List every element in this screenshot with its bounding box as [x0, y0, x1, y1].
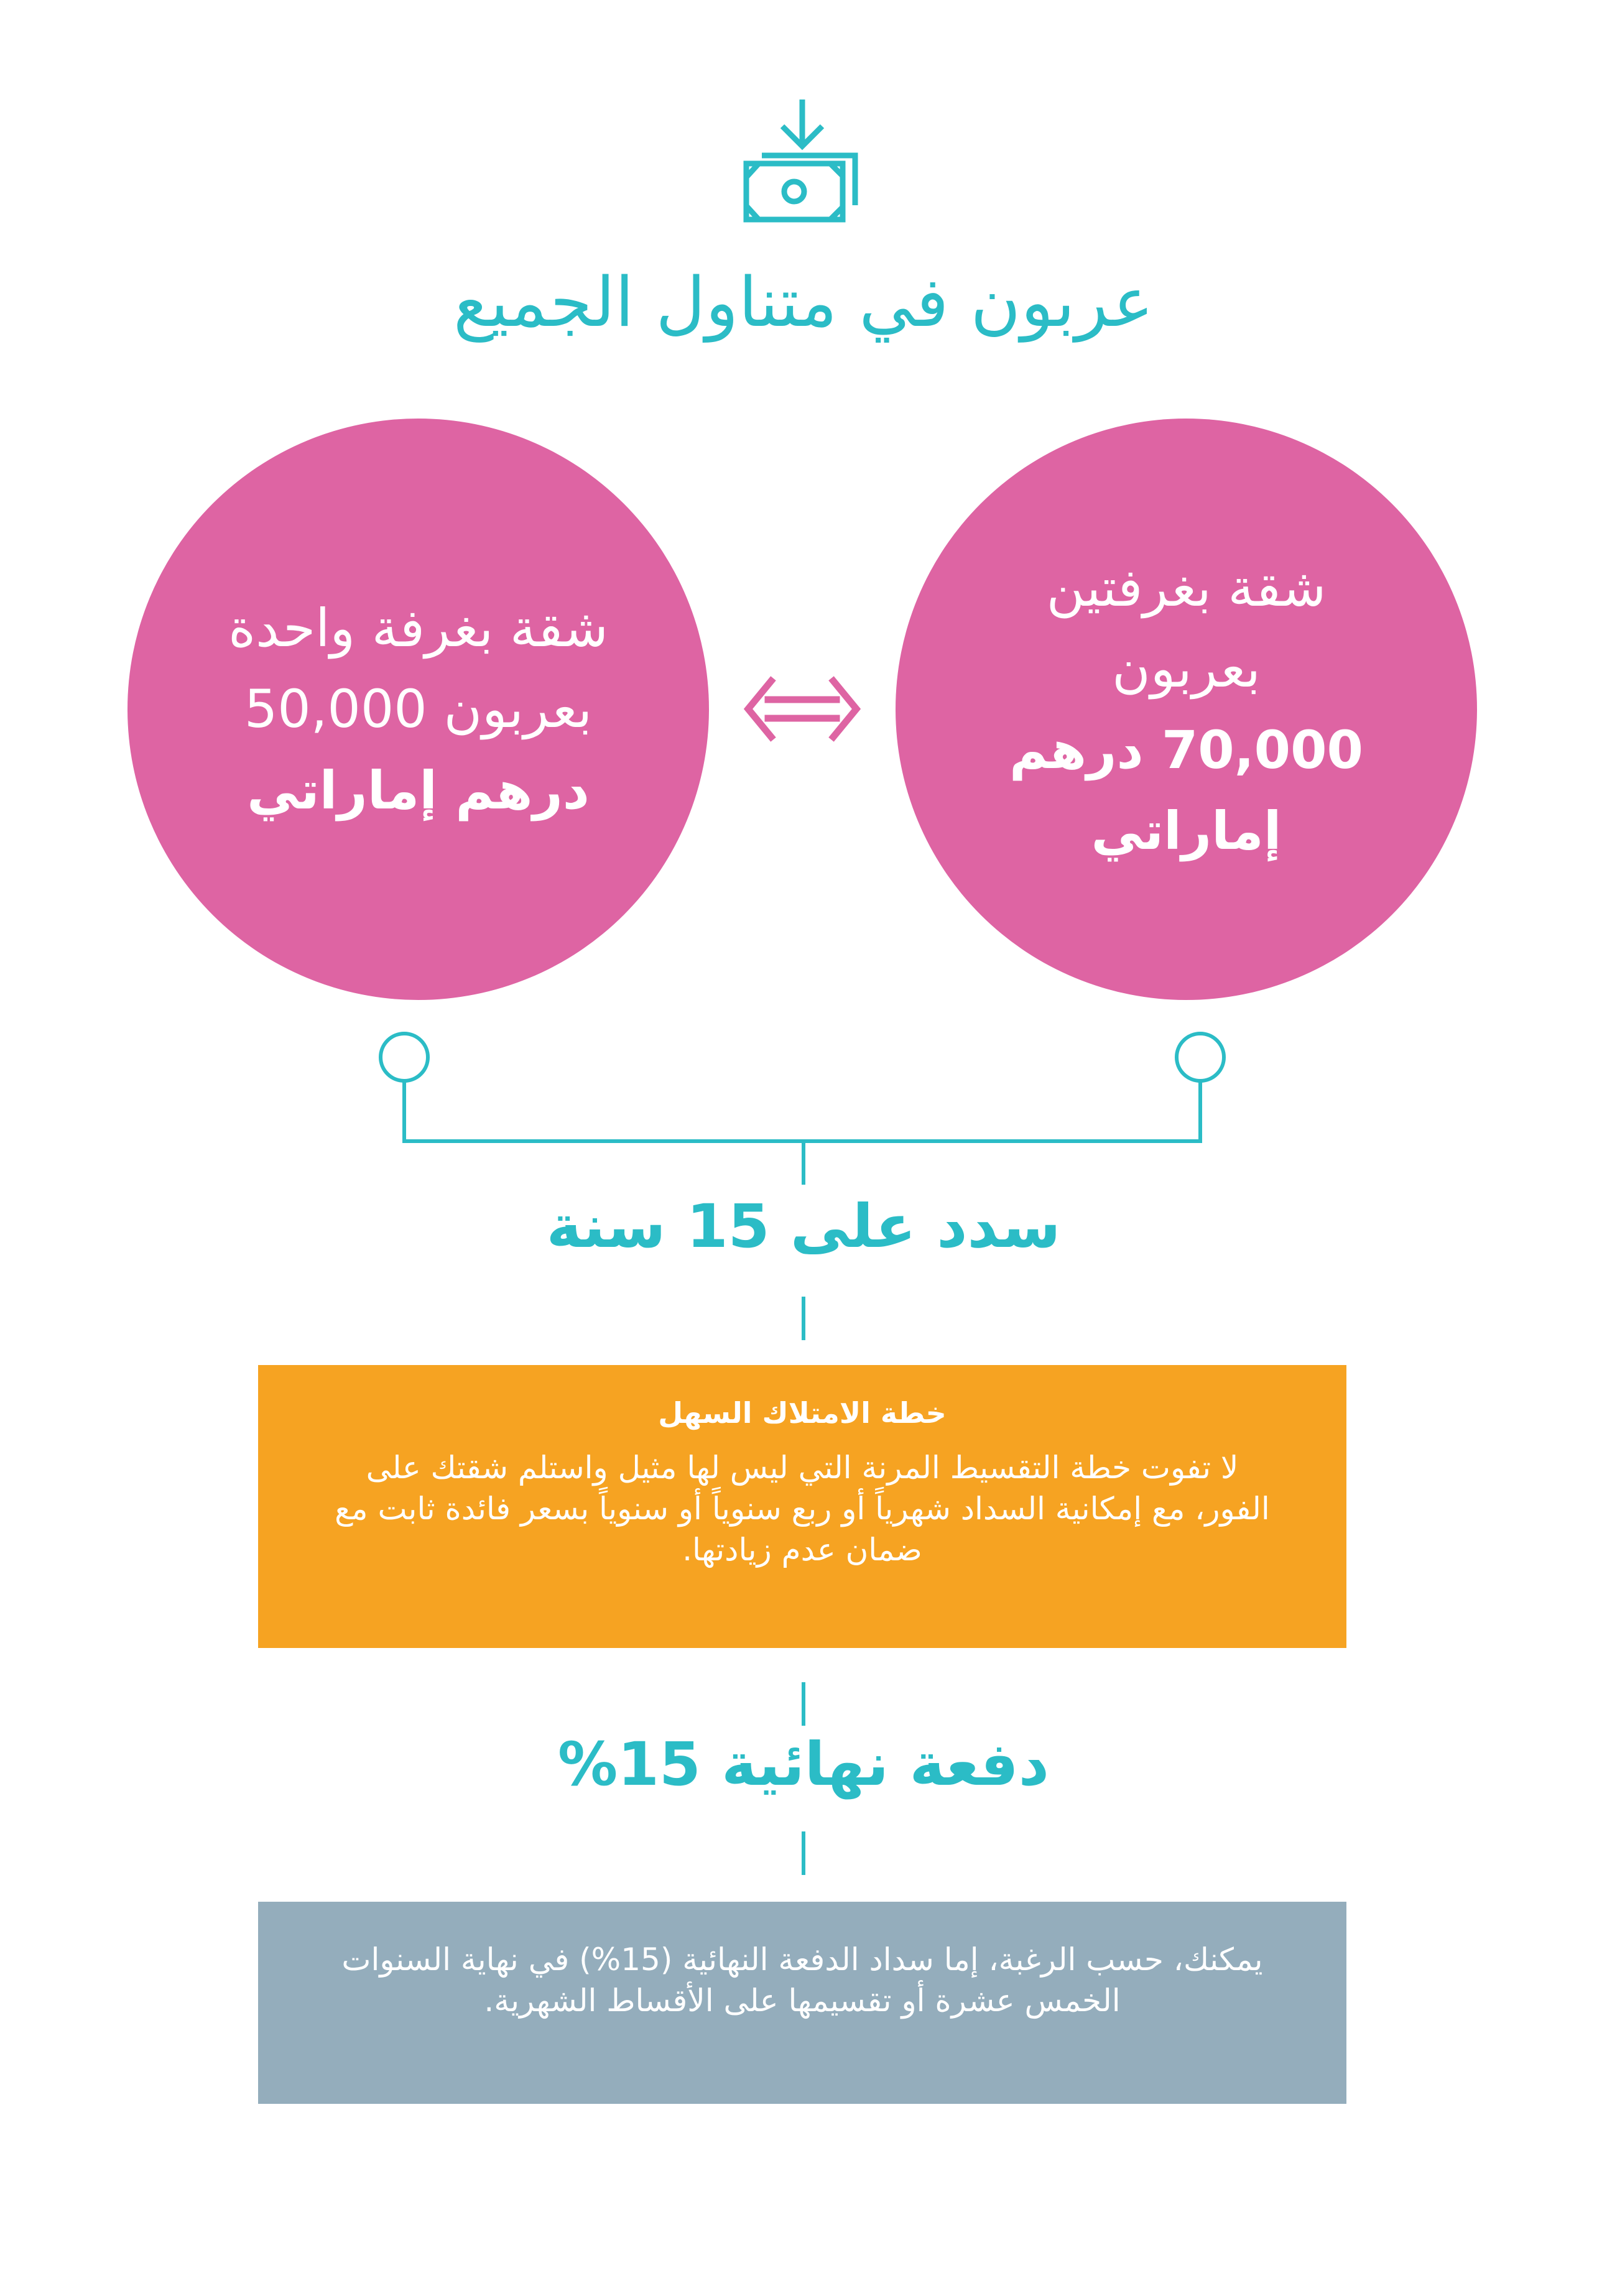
page-title: عربون في متناول الجميع — [453, 262, 1154, 342]
two-bedroom-deposit-label: بعربون — [1112, 638, 1261, 700]
plan-description: لا تفوت خطة التقسيط المرنة التي ليس لها مثيل واستلم شقتك على الفور، مع إمكانية السداد شهرياً أو ربع سنوياً أو سنوياً بسعر فائدة ثابت مع ضمان عدم زيادتها. — [335, 1450, 1270, 1568]
easy-ownership-plan-box — [258, 1365, 1346, 1648]
one-bedroom-line1: شقة بغرفة واحدة — [228, 598, 608, 659]
one-bedroom-deposit: بعربون 50,000 — [244, 678, 593, 740]
divider-line — [802, 1831, 805, 1875]
one-bedroom-currency: درهم إماراتي — [247, 759, 590, 821]
divider-line — [802, 1297, 805, 1340]
final-payment-box — [258, 1902, 1346, 2104]
two-bedroom-option — [896, 419, 1477, 1000]
double-arrow-icon — [743, 675, 861, 743]
two-bedroom-line1: شقة بغرفتين — [1046, 557, 1327, 619]
two-bedroom-currency: إماراتي — [1091, 800, 1282, 861]
two-bedroom-amount: 70,000 درهم — [1009, 719, 1363, 780]
one-bedroom-option — [127, 419, 709, 1000]
money-deposit-icon — [740, 96, 864, 227]
final-payment-heading: دفعة نهائية 15% — [557, 1729, 1050, 1799]
repayment-heading: سدد على 15 سنة — [546, 1192, 1061, 1261]
divider-line — [802, 1682, 805, 1726]
final-payment-description: يمكنك، حسب الرغبة، إما سداد الدفعة النهائية (15%) في نهاية السنوات الخمس عشرة أو تقسيمها على الأقساط الشهرية. — [341, 1942, 1263, 2019]
plan-title: خطة الامتلاك السهل — [658, 1396, 947, 1430]
